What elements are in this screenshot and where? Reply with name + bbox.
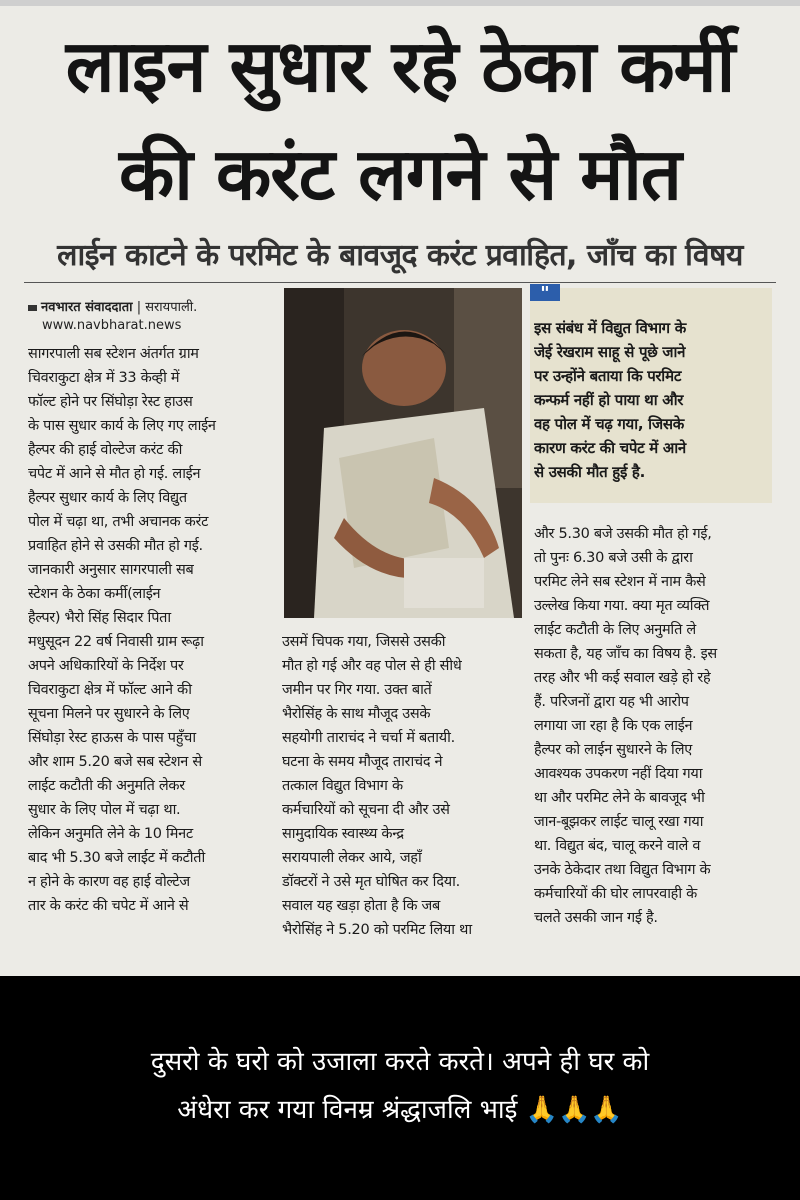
text-line: कन्फर्म नहीं हो पाया था और [534, 391, 684, 409]
article-column-3 [534, 522, 774, 930]
text-line: उल्लेख किया गया. क्या मृत व्यक्ति [534, 598, 710, 614]
text-line: मौत हो गई और वह पोल से ही सीधे [282, 658, 462, 674]
victim-photo [284, 288, 522, 618]
article-column-1 [28, 342, 278, 918]
headline-line-2: की करंट लगने से मौत [119, 132, 681, 216]
text-line: चिवराकुटा क्षेत्र में 33 केव्ही में [28, 370, 180, 386]
text-line: वह पोल में चढ़ गया, जिसके [534, 415, 684, 433]
text-line: और शाम 5.20 बजे सब स्टेशन से [28, 754, 202, 770]
text-line: पोल में चढ़ा था, तभी अचानक करंट [28, 514, 209, 530]
official-quote [534, 316, 770, 484]
text-line: सामुदायिक स्वास्थ्य केन्द्र [282, 826, 404, 842]
text-line: घटना के समय मौजूद ताराचंद ने [282, 754, 443, 770]
text-line: बाद भी 5.30 बजे लाईट में कटौती [28, 850, 205, 866]
text-line: पर उन्होंने बताया कि परमिट [534, 367, 682, 385]
text-line: सिंघोड़ा रेस्ट हाऊस के पास पहुँचा [28, 730, 196, 746]
text-line: तरह और भी कई सवाल खड़े हो रहे [534, 670, 711, 686]
text-line: जेई रेखराम साहू से पूछे जाने [534, 343, 686, 361]
text-line: फॉल्ट होने पर सिंघोड़ा रेस्ट हाउस [28, 394, 193, 410]
text-line: चपेट में आने से मौत हो गई. लाईन [28, 466, 201, 482]
text-line: हैल्पर की हाई वोल्टेज करंट की [28, 442, 183, 458]
headline-line-1: लाइन सुधार रहे ठेका कर्मी [65, 24, 735, 108]
text-line: मधुसूदन 22 वर्ष निवासी ग्राम रूढ़ा [28, 634, 204, 650]
text-line: सरायपाली लेकर आये, जहाँ [282, 850, 422, 866]
top-border [0, 0, 800, 6]
text-line: सहयोगी ताराचंद ने चर्चा में बतायी. [282, 730, 455, 746]
text-line: सागरपाली सब स्टेशन अंतर्गत ग्राम [28, 346, 199, 362]
website-url: www.navbharat.news [42, 318, 182, 333]
text-line: उसमें चिपक गया, जिससे उसकी [282, 634, 446, 650]
text-line: लाईट कटौती के लिए अनुमति ले [534, 622, 696, 638]
text-line: और 5.30 बजे उसकी मौत हो गई, [534, 526, 712, 542]
byline-source: नवभारत संवाददाता [41, 300, 133, 315]
text-line: के पास सुधार कार्य के लिए गए लाईन [28, 418, 216, 434]
article-column-2 [282, 630, 524, 942]
text-line: आवश्यक उपकरण नहीं दिया गया [534, 766, 703, 782]
text-line: तार के करंट की चपेट में आने से [28, 898, 189, 914]
text-line: जमीन पर गिर गया. उक्त बातें [282, 682, 432, 698]
text-line: परमिट लेने सब स्टेशन में नाम कैसे [534, 574, 706, 590]
text-line: था. विद्युत बंद, चालू करने वाले व [534, 838, 701, 854]
byline [28, 297, 197, 315]
text-line: भैरोसिंह ने 5.20 को परमिट लिया था [282, 922, 472, 938]
text-line: चलते उसकी जान गई है. [534, 910, 658, 926]
text-line: उनके ठेकेदार तथा विद्युत विभाग के [534, 862, 711, 878]
byline-place: | सरायपाली. [136, 300, 198, 315]
text-line: कारण करंट की चपेट में आने [534, 439, 686, 457]
divider [24, 282, 776, 283]
text-line: लाईट कटौती की अनुमति लेकर [28, 778, 185, 794]
text-line: सुधार के लिए पोल में चढ़ा था. [28, 802, 181, 818]
text-line: इस संबंध में विद्युत विभाग के [534, 319, 686, 337]
text-line: सकता है, यह जाँच का विषय है. इस [534, 646, 717, 662]
subheadline: लाईन काटने के परमिट के बावजूद करंट प्रवाहित, जाँच का विषय [57, 238, 743, 273]
text-line: हैं. परिजनों द्वारा यह भी आरोप [534, 694, 689, 710]
text-line: भैरोसिंह के साथ मौजूद उसके [282, 706, 431, 722]
caption-line-1: दुसरो के घरो को उजाला करते करते। अपने ही घर को [150, 1047, 650, 1077]
text-line: स्टेशन के ठेका कर्मी(लाईन [28, 586, 161, 602]
text-line: लगाया जा रहा है कि एक लाईन [534, 718, 693, 734]
text-line: तो पुनः 6.30 बजे उसी के द्वारा [534, 550, 693, 566]
text-line: हैल्पर) भैरो सिंह सिदार पिता [28, 610, 171, 626]
text-line: अपने अधिकारियों के निर्देश पर [28, 658, 184, 674]
photo-image [284, 288, 522, 618]
text-line: प्रवाहित होने से उसकी मौत हो गई. [28, 538, 203, 554]
text-line: तत्काल विद्युत विभाग के [282, 778, 403, 794]
text-line: जान-बूझकर लाईट चालू रखा गया [534, 814, 704, 830]
text-line: चिवराकुटा क्षेत्र में फॉल्ट आने की [28, 682, 192, 698]
text-line: डॉक्टरों ने उसे मृत घोषित कर दिया. [282, 874, 460, 890]
bullet-icon [28, 305, 37, 311]
quote-icon: " [530, 284, 560, 301]
text-line: सवाल यह खड़ा होता है कि जब [282, 898, 440, 914]
text-line: कर्मचारियों को सूचना दी और उसे [282, 802, 450, 818]
text-line: था और परमिट लेने के बावजूद भी [534, 790, 705, 806]
caption-line-2: अंधेरा कर गया विनम्र श्रंद्धाजलि भाई 🙏🙏🙏 [177, 1095, 623, 1125]
text-line: लेकिन अनुमति लेने के 10 मिनट [28, 826, 193, 842]
tribute-caption [20, 1038, 780, 1134]
text-line: सूचना मिलने पर सुधारने के लिए [28, 706, 190, 722]
text-line: जानकारी अनुसार सागरपाली सब [28, 562, 194, 578]
text-line: न होने के कारण वह हाई वोल्टेज [28, 874, 190, 890]
text-line: हैल्पर सुधार कार्य के लिए विद्युत [28, 490, 187, 506]
text-line: से उसकी मौत हुई है. [534, 463, 645, 481]
text-line: हैल्पर को लाईन सुधारने के लिए [534, 742, 692, 758]
text-line: कर्मचारियों की घोर लापरवाही के [534, 886, 697, 902]
